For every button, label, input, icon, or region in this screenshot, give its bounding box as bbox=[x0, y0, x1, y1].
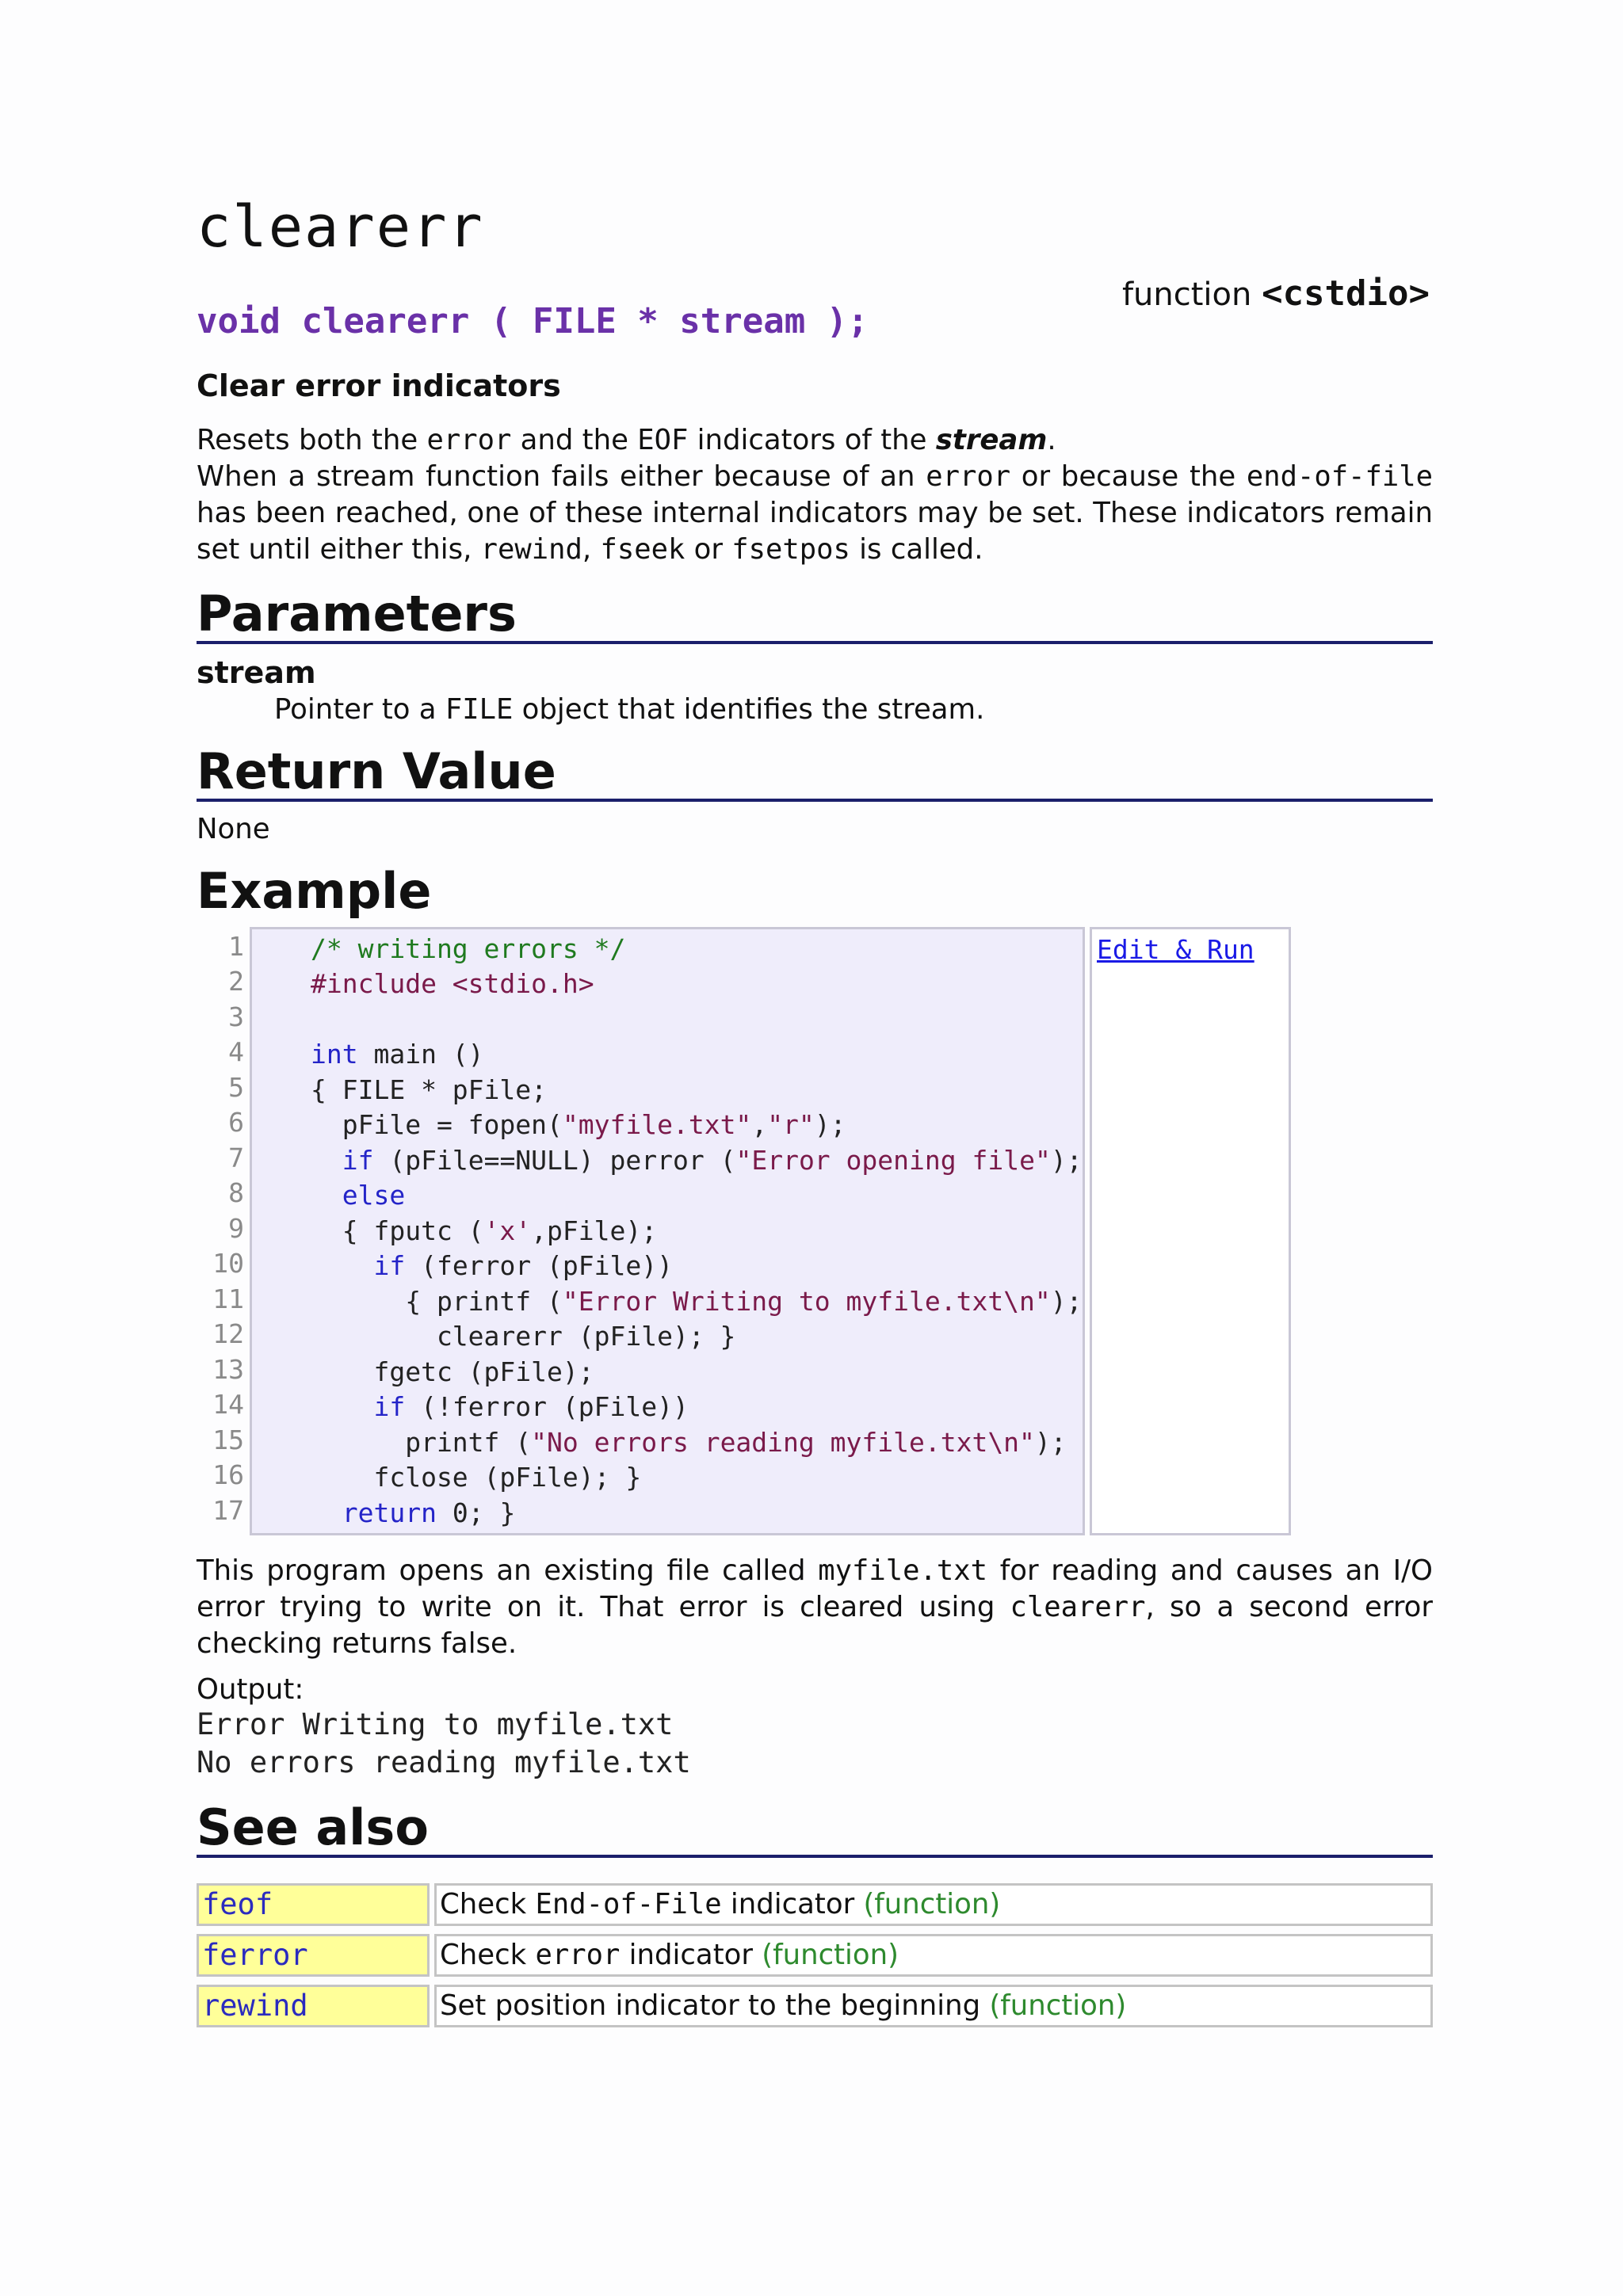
code-term: End-of-File bbox=[535, 1888, 722, 1921]
code-text bbox=[311, 932, 1083, 1531]
code-keyword: int bbox=[311, 1039, 358, 1070]
text: object that identifies the stream. bbox=[513, 693, 985, 727]
edit-run-panel bbox=[1090, 927, 1291, 1535]
see-also-link-rewind[interactable]: rewind bbox=[197, 1985, 430, 2027]
text: When a stream function fails either because of an bbox=[197, 460, 926, 493]
example-heading: Example bbox=[197, 862, 432, 921]
code-text-span: (!ferror (pFile)) bbox=[405, 1391, 689, 1423]
line-numbers bbox=[197, 929, 244, 1529]
kind-tag: (function) bbox=[863, 1888, 1001, 1921]
return-value-section bbox=[197, 742, 1433, 846]
description-paragraph bbox=[197, 459, 1433, 568]
code-text-span: , bbox=[751, 1109, 768, 1141]
code-string: "No errors reading myfile.txt\n" bbox=[531, 1426, 1035, 1458]
line-number: 2 bbox=[228, 966, 244, 997]
text: indicator bbox=[620, 1939, 762, 1972]
code-text-span: ); bbox=[1050, 1285, 1083, 1317]
code-keyword: if bbox=[373, 1391, 406, 1423]
code-line bbox=[311, 1073, 1083, 1108]
see-also-row bbox=[197, 1985, 1433, 2027]
code-line bbox=[311, 1214, 1083, 1249]
text: and the bbox=[511, 424, 638, 456]
line-number: 13 bbox=[212, 1353, 244, 1385]
code-line bbox=[311, 1178, 1083, 1214]
code-text-span: (pFile==NULL) perror ( bbox=[373, 1144, 736, 1176]
see-also-description bbox=[434, 1985, 1433, 2027]
code-text-span: ,pFile); bbox=[531, 1215, 658, 1246]
line-number: 14 bbox=[212, 1389, 244, 1421]
line-number: 12 bbox=[212, 1318, 244, 1350]
code-string: "Error Writing to myfile.txt\n" bbox=[562, 1285, 1051, 1317]
code-line bbox=[311, 1108, 1083, 1143]
text: or because the bbox=[1010, 460, 1247, 493]
code-text-span: main () bbox=[357, 1039, 484, 1070]
text: Check bbox=[440, 1939, 536, 1972]
code-text-span: fclose (pFile); } bbox=[311, 1462, 642, 1493]
code-line bbox=[311, 967, 1083, 1002]
code-term: myfile.txt bbox=[818, 1554, 988, 1587]
line-number: 7 bbox=[228, 1142, 244, 1173]
line-number: 6 bbox=[228, 1107, 244, 1138]
code-term: error bbox=[535, 1939, 621, 1972]
line-number: 8 bbox=[228, 1177, 244, 1209]
code-line bbox=[311, 1425, 1083, 1461]
code-string: "myfile.txt" bbox=[562, 1109, 752, 1141]
code-preprocessor: #include <stdio.h> bbox=[311, 968, 594, 1000]
code-term: fsetpos bbox=[731, 533, 850, 566]
example-section bbox=[197, 864, 1433, 1781]
code-line bbox=[311, 1460, 1083, 1496]
code-line bbox=[311, 1143, 1083, 1179]
kind-tag: (function) bbox=[989, 1989, 1127, 2023]
output-line: Error Writing to myfile.txt bbox=[197, 1707, 674, 1741]
code-line bbox=[311, 1319, 1083, 1355]
code-line bbox=[311, 1037, 1083, 1073]
parameters-heading: Parameters bbox=[197, 587, 1433, 644]
code-term: FILE bbox=[445, 693, 514, 727]
text: Check bbox=[440, 1888, 536, 1921]
code-line bbox=[311, 932, 1083, 967]
code-term: error bbox=[926, 460, 1011, 493]
kind-prefix: function bbox=[1121, 277, 1252, 313]
see-also-link-feof[interactable]: feof bbox=[197, 1883, 430, 1926]
see-also-description bbox=[434, 1883, 1433, 1926]
parameter-description bbox=[274, 693, 1433, 726]
code-term: rewind bbox=[480, 533, 582, 566]
code-text-span: ); bbox=[1050, 1144, 1083, 1176]
code-text-span: printf ( bbox=[311, 1426, 532, 1458]
line-number: 4 bbox=[228, 1036, 244, 1068]
code-block[interactable] bbox=[250, 927, 1085, 1535]
text: for reading and causes an I/O error trying to write on it. That error is cleared using bbox=[197, 1554, 1433, 1623]
text: , bbox=[582, 533, 601, 566]
text: . bbox=[1047, 424, 1056, 456]
code-term: clearerr bbox=[1010, 1590, 1146, 1623]
code-text-span: ); bbox=[814, 1109, 846, 1141]
example-description bbox=[197, 1553, 1433, 1662]
description-paragraph bbox=[197, 422, 1433, 459]
see-also-row bbox=[197, 1883, 1433, 1926]
function-description bbox=[197, 422, 1433, 568]
line-number: 9 bbox=[228, 1212, 244, 1244]
code-line bbox=[311, 1284, 1083, 1320]
text: has been reached, one of these internal indicators may be set. These indicators remain set until either this, bbox=[197, 497, 1433, 566]
code-line bbox=[311, 1496, 1083, 1531]
code-text-span: fgetc (pFile); bbox=[311, 1356, 594, 1387]
text: indicator bbox=[721, 1888, 864, 1921]
line-number: 11 bbox=[212, 1283, 244, 1314]
code-string: "Error opening file" bbox=[735, 1144, 1051, 1176]
line-number: 16 bbox=[212, 1459, 244, 1491]
function-summary: Clear error indicators bbox=[197, 368, 561, 403]
see-also-section bbox=[197, 1798, 1433, 2035]
header-name: <cstdio> bbox=[1262, 273, 1430, 314]
code-line bbox=[311, 1390, 1083, 1425]
code-keyword: if bbox=[373, 1250, 406, 1282]
code-keyword: else bbox=[342, 1180, 406, 1211]
line-number: 17 bbox=[212, 1494, 244, 1526]
text: or bbox=[685, 533, 732, 566]
code-term: end-of-file bbox=[1246, 460, 1433, 493]
text: is called. bbox=[850, 533, 983, 566]
line-number: 3 bbox=[228, 1001, 244, 1032]
return-value-heading: Return Value bbox=[197, 745, 1433, 802]
param-emphasis: stream bbox=[935, 424, 1048, 456]
see-also-link-ferror[interactable]: ferror bbox=[197, 1934, 430, 1977]
return-value-text: None bbox=[197, 813, 270, 846]
output-line: No errors reading myfile.txt bbox=[197, 1745, 691, 1779]
see-also-description bbox=[434, 1934, 1433, 1977]
output-label: Output: bbox=[197, 1672, 304, 1706]
code-term: EOF bbox=[637, 424, 689, 456]
line-number: 5 bbox=[228, 1071, 244, 1103]
text: Pointer to a bbox=[274, 693, 445, 727]
code-comment: /* writing errors */ bbox=[311, 933, 626, 964]
code-string: "r" bbox=[767, 1109, 815, 1141]
example-code-area bbox=[197, 927, 1433, 1537]
code-text-span: (ferror (pFile)) bbox=[405, 1250, 673, 1282]
code-text-span: ); bbox=[1034, 1426, 1067, 1458]
code-text-span: { FILE * pFile; bbox=[311, 1074, 548, 1105]
code-term: error bbox=[426, 424, 512, 456]
code-text-span: { printf ( bbox=[311, 1285, 563, 1317]
parameters-section bbox=[197, 587, 1433, 726]
see-also-heading: See also bbox=[197, 1801, 1433, 1858]
text: This program opens an existing file called bbox=[197, 1554, 819, 1587]
code-keyword: if bbox=[342, 1144, 374, 1176]
function-prototype: void clearerr ( FILE * stream ); bbox=[197, 301, 869, 341]
code-line bbox=[311, 1249, 1083, 1284]
see-also-table bbox=[192, 1875, 1438, 2035]
code-text-span: { fputc ( bbox=[311, 1215, 484, 1246]
line-number: 15 bbox=[212, 1424, 244, 1455]
code-term: fseek bbox=[600, 533, 685, 566]
code-line bbox=[311, 1002, 1083, 1038]
function-header-label bbox=[1122, 273, 1430, 314]
page-title: clearerr bbox=[197, 193, 484, 260]
parameter-name: stream bbox=[197, 655, 316, 691]
line-number: 1 bbox=[228, 930, 244, 962]
text: , so a second error checking returns false. bbox=[197, 1590, 1433, 1660]
code-text-span: clearerr (pFile); } bbox=[311, 1321, 736, 1352]
reference-page bbox=[197, 193, 1433, 2035]
text: Set position indicator to the beginning bbox=[440, 1989, 990, 2023]
code-string: 'x' bbox=[483, 1215, 532, 1246]
see-also-row bbox=[197, 1934, 1433, 1977]
code-text-span: 0; } bbox=[436, 1497, 516, 1528]
text: indicators of the bbox=[688, 424, 936, 456]
code-text-span: pFile = fopen( bbox=[311, 1109, 563, 1141]
line-number: 10 bbox=[212, 1248, 244, 1280]
code-line bbox=[311, 1355, 1083, 1390]
text: Resets both the bbox=[197, 424, 427, 456]
edit-run-link[interactable]: Edit & Run bbox=[1097, 933, 1254, 965]
kind-tag: (function) bbox=[762, 1939, 899, 1972]
code-keyword: return bbox=[342, 1497, 437, 1528]
